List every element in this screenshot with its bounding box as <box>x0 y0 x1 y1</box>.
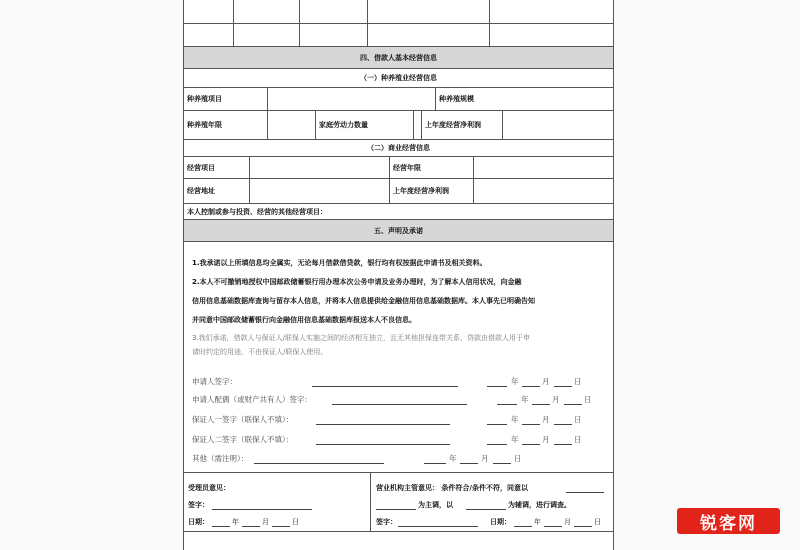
field-label: 种养殖规模 <box>439 95 474 103</box>
other-projects-label: 本人控制或参与投资、经营的其他经营项目： <box>187 207 327 216</box>
declaration-3a: 3.我们承诺，借款人与保证人/联保人实施之间的经济相互独立，且无其他担保连带关系，贷款由借款人用于申 <box>192 334 531 342</box>
acceptor-opinion-label: 受理员意见： <box>188 484 230 492</box>
table-cell <box>234 0 300 23</box>
signature-field[interactable] <box>254 463 384 464</box>
signature-line: 保证人二签字（联保人不填）： 年 月 日 <box>192 435 582 444</box>
table-cell <box>490 24 613 46</box>
acceptor-date-label: 日期： <box>188 518 209 526</box>
signature-label: 其他（需注明）： <box>192 454 249 463</box>
manager-field[interactable] <box>566 492 604 493</box>
planting-years-field[interactable] <box>268 111 316 139</box>
manager-opinion-label: 营业机构主管意见： 条件符合/条件不符，同意以 <box>376 484 528 492</box>
signature-line: 其他（需注明）： 年 月 日 <box>192 454 522 463</box>
signature-field[interactable] <box>312 386 458 387</box>
field-label: 经营项目 <box>184 157 250 178</box>
secondary-investigator-field[interactable] <box>466 509 506 510</box>
table-cell <box>368 24 490 46</box>
form-row <box>184 179 613 204</box>
declaration-2b: 信用信息基础数据库查询与留存本人信息，并将本人信息提供给金融信用信息基础数据库。本人事先已明确告知 <box>192 297 535 305</box>
signature-label: 保证人一签字（联保人不填）： <box>192 415 294 424</box>
signature-field[interactable] <box>316 444 450 445</box>
section-header <box>184 47 613 69</box>
declaration-3b: 请时约定的用途，不由保证人/联保人使用。 <box>192 348 328 356</box>
signature-field[interactable] <box>332 404 467 405</box>
field-label: 经营地址 <box>184 179 250 203</box>
loan-application-form <box>183 0 614 550</box>
subsection-header <box>184 140 613 157</box>
business-profit-field[interactable] <box>474 179 613 203</box>
labor-count-field[interactable] <box>414 111 422 139</box>
approval-box: 受理员意见： 签字： 日期： 年 月 日 营业机构主管意见： 条件符合/条件不符，同意以 为主调，以 为辅调，进行调查。 签字： 日期： 年 月 日 <box>184 472 613 532</box>
planting-project-field[interactable] <box>268 88 436 110</box>
acceptor-signature-field[interactable] <box>212 509 312 510</box>
acceptor-sign-label: 签字： <box>188 501 209 509</box>
table-cell <box>300 0 368 23</box>
subsection-header <box>184 69 613 88</box>
declaration-2a: 2.本人不可撤销地授权中国邮政储蓄银行用办理本次公务申请及业务办理时，为了解本人信用状况，向金融 <box>192 278 522 286</box>
business-project-field[interactable] <box>250 157 390 178</box>
table-cell <box>490 0 613 23</box>
field-label: 种养殖项目 <box>184 88 268 110</box>
subsection-title: （二）商业经营信息 <box>367 144 430 152</box>
manager-date-label: 日期： <box>490 518 511 526</box>
declaration-2c: 并同意中国邮政储蓄银行向金融信用信息基础数据库报送本人不良信息。 <box>192 316 416 324</box>
form-row <box>184 204 613 220</box>
planting-scale-field[interactable] <box>502 88 613 110</box>
signature-label: 申请人签字： <box>192 377 237 386</box>
signature-line: 申请人配偶（或财产共有人）签字： 年 月 日 <box>192 395 592 404</box>
section-title: 四、借款人基本经营信息 <box>360 53 437 62</box>
form-row <box>184 111 613 140</box>
manager-signature-field[interactable] <box>398 526 478 527</box>
watermark-text: 锐客网 <box>700 513 757 534</box>
form-row <box>184 157 613 179</box>
section-header <box>184 220 613 242</box>
declaration-1: 1.我承诺以上所填信息均全属实，无论每月借款借贷款，银行均有权按据此申请书及相关资料。 <box>192 259 487 267</box>
signature-field[interactable] <box>316 424 450 425</box>
field-label: 种养殖年限 <box>184 111 268 139</box>
field-label: 上年度经营净利润 <box>425 121 481 129</box>
signature-line: 申请人签字： 年 月 日 <box>192 377 582 386</box>
field-label: 经营年限 <box>390 157 474 178</box>
table-cell <box>184 0 234 23</box>
primary-investigator-field[interactable] <box>376 509 416 510</box>
manager-sign-label: 签字： <box>376 518 397 526</box>
signature-label: 申请人配偶（或财产共有人）签字： <box>192 395 312 404</box>
top-table-row <box>184 0 613 24</box>
signature-line: 保证人一签字（联保人不填）： 年 月 日 <box>192 415 582 424</box>
business-years-field[interactable] <box>474 157 613 178</box>
table-cell <box>234 24 300 46</box>
field-label: 家庭劳动力数量 <box>316 111 414 139</box>
top-table-row <box>184 24 613 47</box>
table-cell <box>184 24 234 46</box>
signature-label: 保证人二签字（联保人不填）： <box>192 435 294 444</box>
net-profit-field[interactable] <box>502 111 613 139</box>
field-label: 上年度经营净利润 <box>390 179 474 203</box>
business-address-field[interactable] <box>250 179 390 203</box>
table-cell <box>368 0 490 23</box>
watermark-logo <box>677 508 780 534</box>
section-title: 五、声明及承诺 <box>374 226 423 235</box>
subsection-title: （一）种养殖业经营信息 <box>360 74 437 82</box>
table-cell <box>300 24 368 46</box>
form-row <box>184 88 613 111</box>
